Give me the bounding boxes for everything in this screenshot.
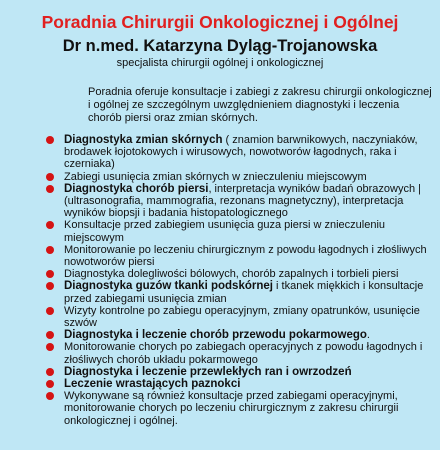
page-title: Poradnia Chirurgii Onkologicznej i Ogólnej	[41, 12, 399, 32]
service-item	[56, 171, 436, 183]
bullet-icon	[46, 282, 54, 290]
service-item	[56, 280, 436, 304]
services-list	[56, 134, 436, 427]
service-item	[56, 390, 436, 427]
service-item-text: Wizyty kontrolne po zabiegu operacyjnym, zmiany opatrunków, usunięcie szwów	[64, 304, 420, 330]
service-item-text: Monitorowanie po leczeniu chirurgicznym z powodu łagodnych i złośliwych nowotworów piersi	[64, 243, 427, 269]
service-item-bold: Leczenie wrastających paznokci	[64, 378, 241, 391]
bullet-icon	[46, 185, 54, 193]
bullet-icon	[46, 368, 54, 376]
bullet-icon	[46, 380, 54, 388]
service-item	[56, 183, 436, 220]
service-item-bold: Diagnostyka guzów tkanki podskórnej	[64, 280, 273, 293]
bullet-icon	[46, 173, 54, 181]
bullet-icon	[46, 392, 54, 400]
service-item	[56, 305, 436, 329]
service-item	[56, 378, 436, 390]
bullet-icon	[46, 221, 54, 229]
service-item-text: Konsultacje przed zabiegiem usunięcia guza piersi w znieczuleniu miejscowym	[64, 219, 386, 244]
service-item	[56, 341, 436, 365]
service-item-bold: Diagnostyka zmian skórnych	[64, 134, 223, 146]
service-item-text: .	[366, 329, 370, 342]
service-item-text: i tkanek miękkich i konsultacje przed zabiegami usunięcia zmian	[64, 280, 424, 305]
service-item-text: , interpretacja wyników badań obrazowych |(ultrasonografia, mammografia, rezonans magnetyczny), interpretacja wyników biopsji i badania histopatologicznego	[64, 182, 422, 220]
service-item-bold: Diagnostyka i leczenie przewlekłych ran i owrzodzeń	[64, 365, 352, 378]
service-item	[56, 134, 436, 171]
service-item-text: Zabiegi usunięcia zmian skórnych w znieczuleniu miejscowym	[64, 170, 367, 183]
service-item-bold: Diagnostyka i leczenie chorób przewodu pokarmowego	[64, 329, 367, 342]
service-item-text: Monitorowanie chorych po zabiegach operacyjnych z powodu łagodnych i złośliwych chorób układu pokarmowego	[64, 341, 423, 366]
service-item-bold: Diagnostyka chorób piersi	[64, 182, 209, 195]
bullet-icon	[46, 307, 54, 315]
service-item	[56, 244, 436, 268]
bullet-icon	[46, 246, 54, 254]
service-item	[56, 268, 436, 280]
service-item	[56, 329, 436, 341]
service-item-text: ( znamion barwnikowych, naczyniaków, brodawek łojotokowych i wirusowych, nowotworów łagodnych, raka i czerniaka)	[64, 134, 418, 171]
bullet-icon	[46, 270, 54, 278]
bullet-icon	[46, 331, 54, 339]
service-item	[56, 219, 436, 243]
doctor-name: Dr n.med. Katarzyna Dyląg-Trojanowska	[62, 37, 378, 55]
doctor-specialty: specjalista chirurgii ogólnej i onkologicznej	[116, 57, 324, 69]
intro-paragraph: Poradnia oferuje konsultacje i zabiegi z zakresu chirurgii onkologicznej i ogólnej ze szczególnym uwzględnieniem diagnostyki i leczenia chorób piersi oraz zmian skórnych.	[88, 86, 432, 124]
bullet-icon	[46, 343, 54, 351]
service-item	[56, 366, 436, 378]
service-item-text: Diagnostyka dolegliwości bólowych, chorób zapalnych i torbieli piersi	[64, 268, 399, 281]
service-item-text: Wykonywane są również konsultacje przed zabiegami operacyjnymi, monitorowanie chorych po leczeniu chirurgicznym z zakresu chirurgii onkologicznej i ogólnej.	[64, 390, 399, 427]
bullet-icon	[46, 136, 54, 144]
